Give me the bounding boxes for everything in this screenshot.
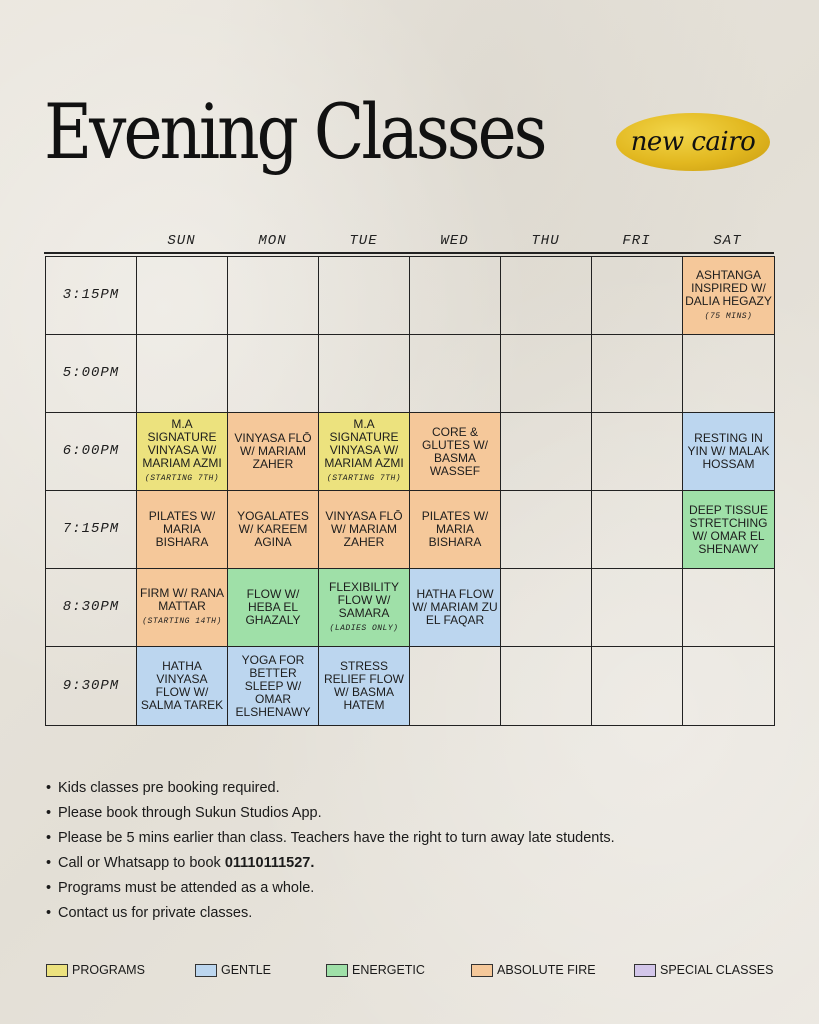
- class-name: M.A SIGNATURE VINYASA W/ MARIAM AZMI: [142, 417, 222, 470]
- class-slot: [410, 569, 501, 647]
- class-note: (STARTING 7TH): [326, 474, 402, 483]
- empty-slot: [319, 335, 410, 413]
- class-name: YOGALATES W/ KAREEM AGINA: [237, 509, 309, 549]
- note-item: • Programs must be attended as a whole.: [46, 880, 315, 896]
- class-note: (75 MINS): [704, 311, 753, 321]
- day-header-fri: FRI: [622, 233, 651, 249]
- class-name: FLOW W/ HEBA EL GHAZALY: [245, 587, 301, 627]
- class-note: (STARTING 7TH): [144, 474, 220, 483]
- class-name: PILATES W/ MARIA BISHARA: [421, 509, 489, 549]
- legend-swatch: [195, 964, 217, 977]
- class-name: YOGA FOR BETTER SLEEP W/ OMAR ELSHENAWY: [235, 652, 311, 719]
- class-slot: [410, 413, 501, 491]
- empty-slot: [501, 569, 592, 647]
- empty-slot: [137, 335, 228, 413]
- empty-slot: [319, 257, 410, 335]
- day-header-sun: SUN: [167, 233, 196, 249]
- note-item: • Kids classes pre booking required.: [46, 780, 280, 796]
- class-name: FLEXIBILITY FLOW W/ SAMARA: [328, 579, 400, 620]
- legend-absolute-fire: [471, 963, 596, 977]
- note-item: • Please be 5 mins earlier than class. Teachers have the right to turn away late students.: [46, 830, 615, 846]
- legend-programs: [46, 963, 145, 977]
- legend-swatch: [46, 964, 68, 977]
- class-slot: [319, 413, 410, 491]
- legend-energetic: [326, 963, 425, 977]
- day-header-tue: TUE: [349, 233, 378, 249]
- class-name: PILATES W/ MARIA BISHARA: [148, 509, 216, 549]
- empty-slot: [592, 569, 683, 647]
- day-header-mon: MON: [258, 233, 287, 249]
- class-name: STRESS RELIEF FLOW W/ BASMA HATEM: [323, 659, 404, 712]
- time-label: 7:15PM: [46, 491, 137, 569]
- empty-slot: [410, 335, 501, 413]
- empty-slot: [683, 335, 774, 413]
- legend-label: ABSOLUTE FIRE: [497, 963, 596, 977]
- class-slot: [683, 413, 774, 491]
- class-slot: [683, 257, 774, 335]
- empty-slot: [228, 335, 319, 413]
- class-name: DEEP TISSUE STRETCHING W/ OMAR EL SHENAWY: [689, 502, 768, 556]
- legend-label: PROGRAMS: [72, 963, 145, 977]
- empty-slot: [683, 647, 774, 725]
- legend-label: SPECIAL CLASSES: [660, 963, 774, 977]
- empty-slot: [592, 413, 683, 491]
- class-slot: [228, 647, 319, 725]
- empty-slot: [501, 647, 592, 725]
- header-divider: [44, 252, 774, 254]
- schedule-grid: [45, 256, 775, 726]
- legend-swatch: [471, 964, 493, 977]
- class-note: (LADIES ONLY): [329, 623, 399, 633]
- class-name: M.A SIGNATURE VINYASA W/ MARIAM AZMI: [324, 417, 404, 470]
- class-slot: [319, 491, 410, 569]
- class-name: VINYASA FLŌ W/ MARIAM ZAHER: [325, 509, 403, 549]
- empty-slot: [592, 257, 683, 335]
- time-label: 9:30PM: [46, 647, 137, 725]
- class-note: (STARTING 14TH): [142, 617, 222, 626]
- phone-number: 01110111527.: [224, 855, 315, 871]
- class-name: CORE & GLUTES W/ BASMA WASSEF: [421, 424, 488, 478]
- empty-slot: [410, 257, 501, 335]
- legend-special-classes: [634, 963, 773, 977]
- class-name: HATHA FLOW W/ MARIAM ZU EL FAQAR: [412, 587, 498, 627]
- time-label: 8:30PM: [46, 569, 137, 647]
- day-header-thu: THU: [531, 233, 560, 249]
- empty-slot: [683, 569, 774, 647]
- empty-slot: [501, 257, 592, 335]
- class-slot: [683, 491, 774, 569]
- empty-slot: [228, 257, 319, 335]
- empty-slot: [592, 335, 683, 413]
- note-item: • Contact us for private classes.: [46, 905, 253, 921]
- note-item: • Call or Whatsapp to book 01110111527.: [46, 855, 315, 871]
- empty-slot: [501, 413, 592, 491]
- legend-gentle: [195, 963, 271, 977]
- legend-swatch: [326, 964, 348, 977]
- empty-slot: [501, 491, 592, 569]
- empty-slot: [137, 257, 228, 335]
- class-name: RESTING IN YIN W/ MALAK HOSSAM: [687, 431, 770, 471]
- class-slot: [137, 569, 228, 647]
- day-header-sat: SAT: [713, 233, 742, 249]
- class-slot: [228, 413, 319, 491]
- legend-swatch: [634, 964, 656, 977]
- time-label: 6:00PM: [46, 413, 137, 491]
- time-label: 5:00PM: [46, 335, 137, 413]
- page-title: Evening Classes: [44, 88, 545, 177]
- class-slot: [410, 491, 501, 569]
- class-name: VINYASA FLŌ W/ MARIAM ZAHER: [234, 431, 312, 471]
- empty-slot: [592, 491, 683, 569]
- empty-slot: [592, 647, 683, 725]
- empty-slot: [501, 335, 592, 413]
- class-slot: [137, 413, 228, 491]
- empty-slot: [410, 647, 501, 725]
- class-slot: [137, 491, 228, 569]
- class-name: ASHTANGA INSPIRED W/ DALIA HEGAZY: [685, 267, 772, 308]
- notes-list: [46, 776, 615, 926]
- class-name: FIRM W/ RANA MATTAR: [140, 586, 224, 613]
- class-slot: [319, 569, 410, 647]
- class-slot: [228, 491, 319, 569]
- class-slot: [228, 569, 319, 647]
- class-slot: [319, 647, 410, 725]
- class-slot: [137, 647, 228, 725]
- note-item: • Please book through Sukun Studios App.: [46, 805, 322, 821]
- legend-label: GENTLE: [221, 963, 272, 977]
- location-badge: new cairo: [616, 113, 770, 171]
- day-header-wed: WED: [440, 233, 469, 249]
- time-label: 3:15PM: [46, 257, 137, 335]
- class-name: HATHA VINYASA FLOW W/ SALMA TAREK: [140, 659, 224, 712]
- legend-label: ENERGETIC: [352, 963, 425, 977]
